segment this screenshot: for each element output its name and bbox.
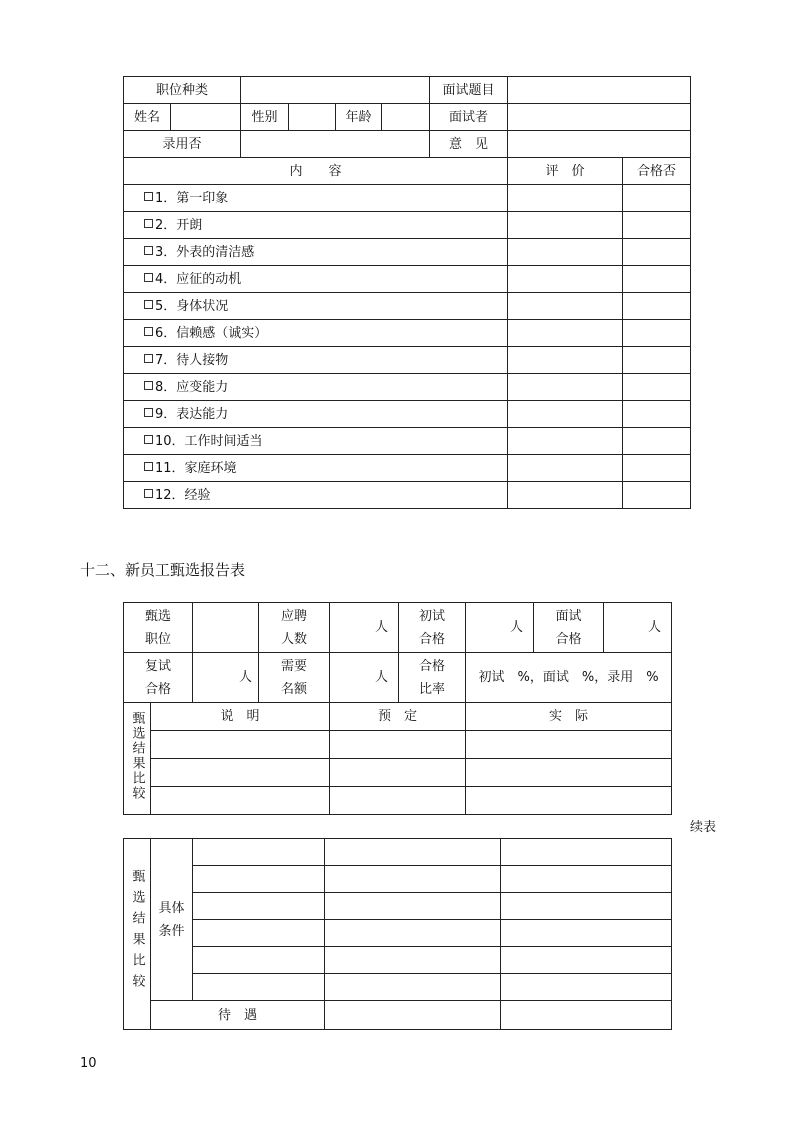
evaluation-cell[interactable] bbox=[508, 401, 623, 428]
continued-label: 续表 bbox=[690, 820, 717, 835]
pass-cell[interactable] bbox=[623, 185, 691, 212]
position-label: 甄选 职位 bbox=[124, 603, 193, 653]
applicants-label: 应聘 人数 bbox=[259, 603, 330, 653]
selection-report-continued-table bbox=[123, 838, 672, 1030]
planned-cell[interactable] bbox=[325, 920, 501, 947]
interview-item-text: 1．第一印象 bbox=[155, 190, 229, 206]
interview-topic-label: 面试题目 bbox=[430, 77, 508, 104]
evaluation-cell[interactable] bbox=[508, 239, 623, 266]
interview-item-label bbox=[124, 239, 508, 266]
checkbox-icon[interactable] bbox=[144, 435, 153, 444]
actual-cell[interactable] bbox=[501, 839, 672, 866]
pass-header: 合格否 bbox=[623, 158, 691, 185]
interviewer-field[interactable] bbox=[508, 104, 691, 131]
interview-item-text: 10．工作时间适当 bbox=[155, 433, 263, 449]
actual-cell[interactable] bbox=[466, 787, 672, 815]
interview-item-row bbox=[124, 266, 691, 293]
content-header: 内 容 bbox=[124, 158, 508, 185]
interview-item-text: 11．家庭环境 bbox=[155, 460, 237, 476]
interview-item-text: 6．信赖感（诚实） bbox=[155, 325, 268, 341]
interview-item-label bbox=[124, 185, 508, 212]
condition-cell[interactable] bbox=[193, 920, 325, 947]
pass-rate-field[interactable]: 初试 %，面试 %，录用 % bbox=[466, 653, 672, 703]
job-category-label: 职位种类 bbox=[124, 77, 241, 104]
interview-item-text: 12．经验 bbox=[155, 487, 211, 503]
retest-pass-label: 复试 合格 bbox=[124, 653, 193, 703]
pass-cell[interactable] bbox=[623, 320, 691, 347]
planned-header: 预 定 bbox=[330, 703, 466, 731]
interview-item-text: 4．应征的动机 bbox=[155, 271, 242, 287]
needed-label: 需要 名额 bbox=[259, 653, 330, 703]
interview-item-row bbox=[124, 455, 691, 482]
interview-item-text: 2．开朗 bbox=[155, 217, 203, 233]
interview-item-label bbox=[124, 266, 508, 293]
age-field[interactable] bbox=[382, 104, 430, 131]
evaluation-cell[interactable] bbox=[508, 212, 623, 239]
section-title: 十二、新员工甄选报告表 bbox=[80, 561, 246, 579]
interview-item-label bbox=[124, 455, 508, 482]
interview-item-text: 8．应变能力 bbox=[155, 379, 229, 395]
interview-item-label bbox=[124, 428, 508, 455]
evaluation-cell[interactable] bbox=[508, 266, 623, 293]
treatment-planned-cell[interactable] bbox=[325, 1001, 501, 1030]
actual-cell[interactable] bbox=[466, 759, 672, 787]
name-field[interactable] bbox=[171, 104, 241, 131]
pass-cell[interactable] bbox=[623, 374, 691, 401]
interview-item-label bbox=[124, 347, 508, 374]
explain-cell[interactable] bbox=[151, 731, 330, 759]
interview-item-row bbox=[124, 185, 691, 212]
interview-item-row bbox=[124, 428, 691, 455]
page-number: 10 bbox=[80, 1056, 97, 1071]
evaluation-cell[interactable] bbox=[508, 347, 623, 374]
actual-cell[interactable] bbox=[501, 947, 672, 974]
comparison-label-continued: 甄选结果比较 bbox=[124, 839, 151, 1030]
interview-item-label bbox=[124, 482, 508, 509]
pass-cell[interactable] bbox=[623, 482, 691, 509]
actual-cell[interactable] bbox=[501, 974, 672, 1001]
interview-item-row bbox=[124, 401, 691, 428]
conditions-label: 具体 条件 bbox=[151, 839, 193, 1001]
interview-evaluation-table bbox=[123, 76, 691, 509]
interview-item-row bbox=[124, 239, 691, 266]
checkbox-icon[interactable] bbox=[144, 381, 153, 390]
checkbox-icon[interactable] bbox=[144, 462, 153, 471]
interview-item-row bbox=[124, 212, 691, 239]
condition-cell[interactable] bbox=[193, 974, 325, 1001]
interview-pass-field[interactable]: 人 bbox=[604, 603, 672, 653]
treatment-label: 待 遇 bbox=[151, 1001, 325, 1030]
pass-rate-label: 合格 比率 bbox=[399, 653, 466, 703]
interview-item-label bbox=[124, 293, 508, 320]
gender-field[interactable] bbox=[289, 104, 336, 131]
checkbox-icon[interactable] bbox=[144, 489, 153, 498]
interview-item-text: 5．身体状况 bbox=[155, 298, 229, 314]
checkbox-icon[interactable] bbox=[144, 300, 153, 309]
planned-cell[interactable] bbox=[325, 839, 501, 866]
selection-report-table bbox=[123, 602, 672, 815]
interview-item-row bbox=[124, 347, 691, 374]
evaluation-cell[interactable] bbox=[508, 482, 623, 509]
interview-item-label bbox=[124, 320, 508, 347]
interview-item-text: 9．表达能力 bbox=[155, 406, 229, 422]
pass-cell[interactable] bbox=[623, 212, 691, 239]
interview-item-label bbox=[124, 212, 508, 239]
explain-cell[interactable] bbox=[151, 759, 330, 787]
evaluation-cell[interactable] bbox=[508, 320, 623, 347]
checkbox-icon[interactable] bbox=[144, 246, 153, 255]
evaluation-cell[interactable] bbox=[508, 185, 623, 212]
first-pass-field[interactable]: 人 bbox=[466, 603, 534, 653]
checkbox-icon[interactable] bbox=[144, 273, 153, 282]
pass-cell[interactable] bbox=[623, 455, 691, 482]
interview-item-label bbox=[124, 401, 508, 428]
comparison-label: 甄选结果比较 bbox=[124, 703, 151, 815]
pass-cell[interactable] bbox=[623, 347, 691, 374]
explain-cell[interactable] bbox=[151, 787, 330, 815]
gender-label: 性别 bbox=[241, 104, 289, 131]
actual-cell[interactable] bbox=[466, 731, 672, 759]
planned-cell[interactable] bbox=[325, 974, 501, 1001]
interview-item-row bbox=[124, 374, 691, 401]
first-pass-label: 初试 合格 bbox=[399, 603, 466, 653]
job-category-field[interactable] bbox=[241, 77, 430, 104]
planned-cell[interactable] bbox=[325, 947, 501, 974]
hired-label: 录用否 bbox=[124, 131, 241, 158]
evaluation-cell[interactable] bbox=[508, 293, 623, 320]
interview-item-text: 7．待人接物 bbox=[155, 352, 229, 368]
retest-pass-field[interactable]: 人 bbox=[193, 653, 259, 703]
name-label: 姓名 bbox=[124, 104, 171, 131]
pass-cell[interactable] bbox=[623, 239, 691, 266]
condition-cell[interactable] bbox=[193, 893, 325, 920]
interview-topic-field[interactable] bbox=[508, 77, 691, 104]
age-label: 年龄 bbox=[336, 104, 382, 131]
planned-cell[interactable] bbox=[325, 893, 501, 920]
opinion-label: 意 见 bbox=[430, 131, 508, 158]
condition-cell[interactable] bbox=[193, 839, 325, 866]
condition-cell[interactable] bbox=[193, 947, 325, 974]
planned-cell[interactable] bbox=[325, 866, 501, 893]
position-field[interactable] bbox=[193, 603, 259, 653]
interview-item-row bbox=[124, 293, 691, 320]
evaluation-cell[interactable] bbox=[508, 428, 623, 455]
interview-item-label bbox=[124, 374, 508, 401]
checkbox-icon[interactable] bbox=[144, 219, 153, 228]
checkbox-icon[interactable] bbox=[144, 327, 153, 336]
actual-cell[interactable] bbox=[501, 920, 672, 947]
actual-header: 实 际 bbox=[466, 703, 672, 731]
explain-header: 说 明 bbox=[151, 703, 330, 731]
pass-cell[interactable] bbox=[623, 428, 691, 455]
actual-cell[interactable] bbox=[501, 893, 672, 920]
actual-cell[interactable] bbox=[501, 866, 672, 893]
planned-cell[interactable] bbox=[330, 787, 466, 815]
checkbox-icon[interactable] bbox=[144, 354, 153, 363]
planned-cell[interactable] bbox=[330, 731, 466, 759]
treatment-actual-cell[interactable] bbox=[501, 1001, 672, 1030]
interview-pass-label: 面试 合格 bbox=[534, 603, 604, 653]
interview-item-row bbox=[124, 482, 691, 509]
hired-field[interactable] bbox=[241, 131, 430, 158]
needed-field[interactable]: 人 bbox=[330, 653, 399, 703]
condition-cell[interactable] bbox=[193, 866, 325, 893]
interviewer-label: 面试者 bbox=[430, 104, 508, 131]
interview-item-text: 3．外表的清洁感 bbox=[155, 244, 255, 260]
checkbox-icon[interactable] bbox=[144, 408, 153, 417]
planned-cell[interactable] bbox=[330, 759, 466, 787]
pass-cell[interactable] bbox=[623, 293, 691, 320]
checkbox-icon[interactable] bbox=[144, 192, 153, 201]
applicants-field[interactable]: 人 bbox=[330, 603, 399, 653]
pass-cell[interactable] bbox=[623, 266, 691, 293]
opinion-field[interactable] bbox=[508, 131, 691, 158]
pass-cell[interactable] bbox=[623, 401, 691, 428]
interview-item-row bbox=[124, 320, 691, 347]
evaluation-cell[interactable] bbox=[508, 374, 623, 401]
evaluation-cell[interactable] bbox=[508, 455, 623, 482]
evaluation-header: 评 价 bbox=[508, 158, 623, 185]
